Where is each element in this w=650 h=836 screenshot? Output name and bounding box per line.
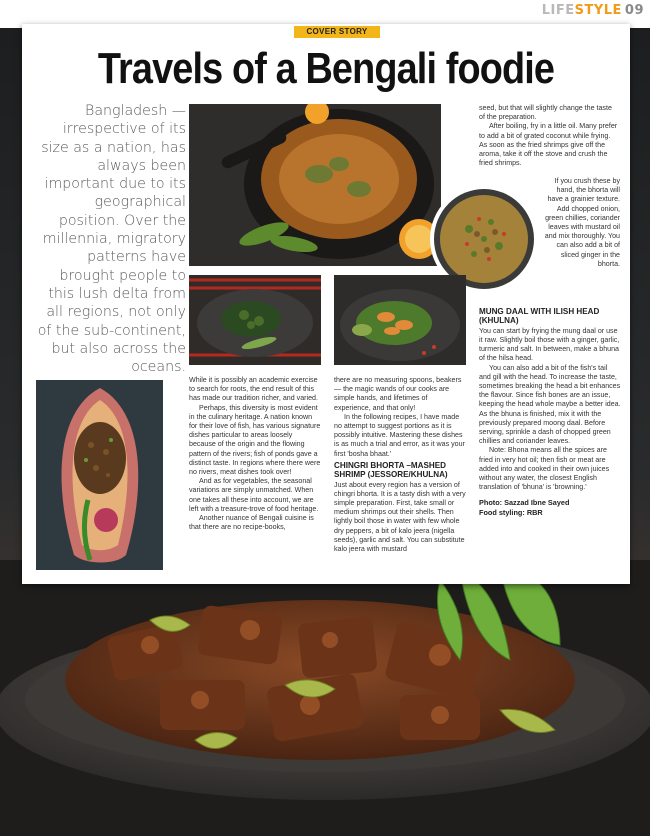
magazine-brand (542, 3, 644, 18)
curry-pan-photo (189, 104, 441, 266)
col1-paragraph: While it is possibly an academic exercise to search for roots, the end result of this has made our tradition richer, and varied. (189, 376, 318, 403)
col1-paragraph: Perhaps, this diversity is most evident in the culinary heritage. A nation known for their love of fish, has various signature dishes particular to areas loosely because of the origin and the flowing pattern of the rivers; fish of ponds gave a distinct taste. In regions where there were no rivers, meat dishes took over! (189, 403, 321, 477)
article-column-1 (189, 376, 321, 532)
col2-paragraph: there are no measuring spoons, beakers — the magic wands of our cooks are simple hands, and lifetimes of experience, and that only! (334, 376, 462, 412)
article-title: Travels of a Bengali foodie (97, 44, 555, 93)
col1-paragraph: Another nuance of Bengali cuisine is that there are no recipe-books, (189, 514, 314, 532)
brand-life: LIFE (541, 3, 575, 18)
col3-paragraph: After boiling, fry in a little oil. Many prefer to add a bit of grated coconut while frying. As soon as the fried shrimps give off the aroma, take it off the stove and crush the fried shrimps. (479, 122, 618, 168)
photo-credit: Photo: Sazzad Ibne Sayed (479, 498, 570, 508)
article-column-3-top (479, 104, 619, 168)
col2-paragraph: In the following recipes, I have made no attempt to suggest portions as it is possibly intuitive. Mastering these dishes is as much a trial and error, as it was your first 'bosha bhaat.' (334, 412, 465, 458)
col3-paragraph: You can start by frying the mung daal or use it raw. Slightly boil those with a ginger, garlic, turmeric and salt. In between, make a bhuna of the hilsa head. (479, 326, 620, 363)
article-column-3-bottom (479, 305, 621, 517)
col2-paragraph: Just about every region has a version of chingri bhorta. It is a tasty dish with a very simple preparation. First, take small or medium shrimps out their shells. Then lightly boil those in water with few whole dry peppers, a bit of kalo jeera (nigella seeds), garlic and salt. You can substitute kalo jeera with mustard (334, 480, 466, 554)
brand-style: STYLE (574, 3, 622, 18)
greens-plate-photo (189, 275, 321, 365)
col3-paragraph: Note: Bhona means all the spices are fried in very hot oil; then fish or meat are added into and cooked in their own juices without any water, the closest English translation of 'bhuna' is 'browning.' (479, 446, 610, 492)
col3-paragraph: If you crush these by hand, the bhorta will have a grainier texture. Add chopped onion, green chillies, coriander leaves with mustard oil and mix thoroughly. You can also add a bit of sliced ginger in the bhorta. (544, 177, 620, 268)
intro-text: Bangladesh — irrespective of its size as a nation, has always been important due to its geographical position. Over the millennia, migratory patterns have brought people to this lush delta from all regions, not only of the sub-continent, but also across the oceans. (37, 103, 186, 376)
page-number: 09 (624, 3, 644, 18)
col3-paragraph: You can also add a bit of the fish's tail and gill with the head. To increase the taste, sometimes breaking the head a bit enhances the flavour. Since fish bones are an issue, keeping the head whole maybe a better idea. As the bhuna is finished, mix it with the previously prepared moong daal. Before serving, sprinkle a dash of chopped green chillies and coriander leaves. (479, 363, 621, 446)
shrimp-leaf-photo (334, 275, 466, 365)
recipe-heading-chingri-bhorta: CHINGRI BHORTA –MASHED SHRIMP (JESSORE/KHULNA) (334, 460, 448, 480)
col3-paragraph: seed, but that will slightly change the taste of the preparation. (479, 104, 612, 122)
col1-paragraph: And as for vegetables, the seasonal variations are simply unmatched. When one takes all these into account, we are left with a treasure-trove of food heritage. (189, 477, 319, 513)
recipe-heading-mung-daal: MUNG DAAL WITH ILISH HEAD (KHULNA) (479, 307, 600, 326)
styling-credit: Food styling: RBR (479, 507, 543, 517)
hero-food-photo (0, 560, 650, 836)
article-column-2 (334, 376, 466, 554)
cover-story-tag: COVER STORY (294, 26, 380, 38)
banana-flower-photo (36, 380, 163, 570)
article-sheet (22, 24, 630, 584)
article-column-3-wrap (542, 177, 620, 269)
